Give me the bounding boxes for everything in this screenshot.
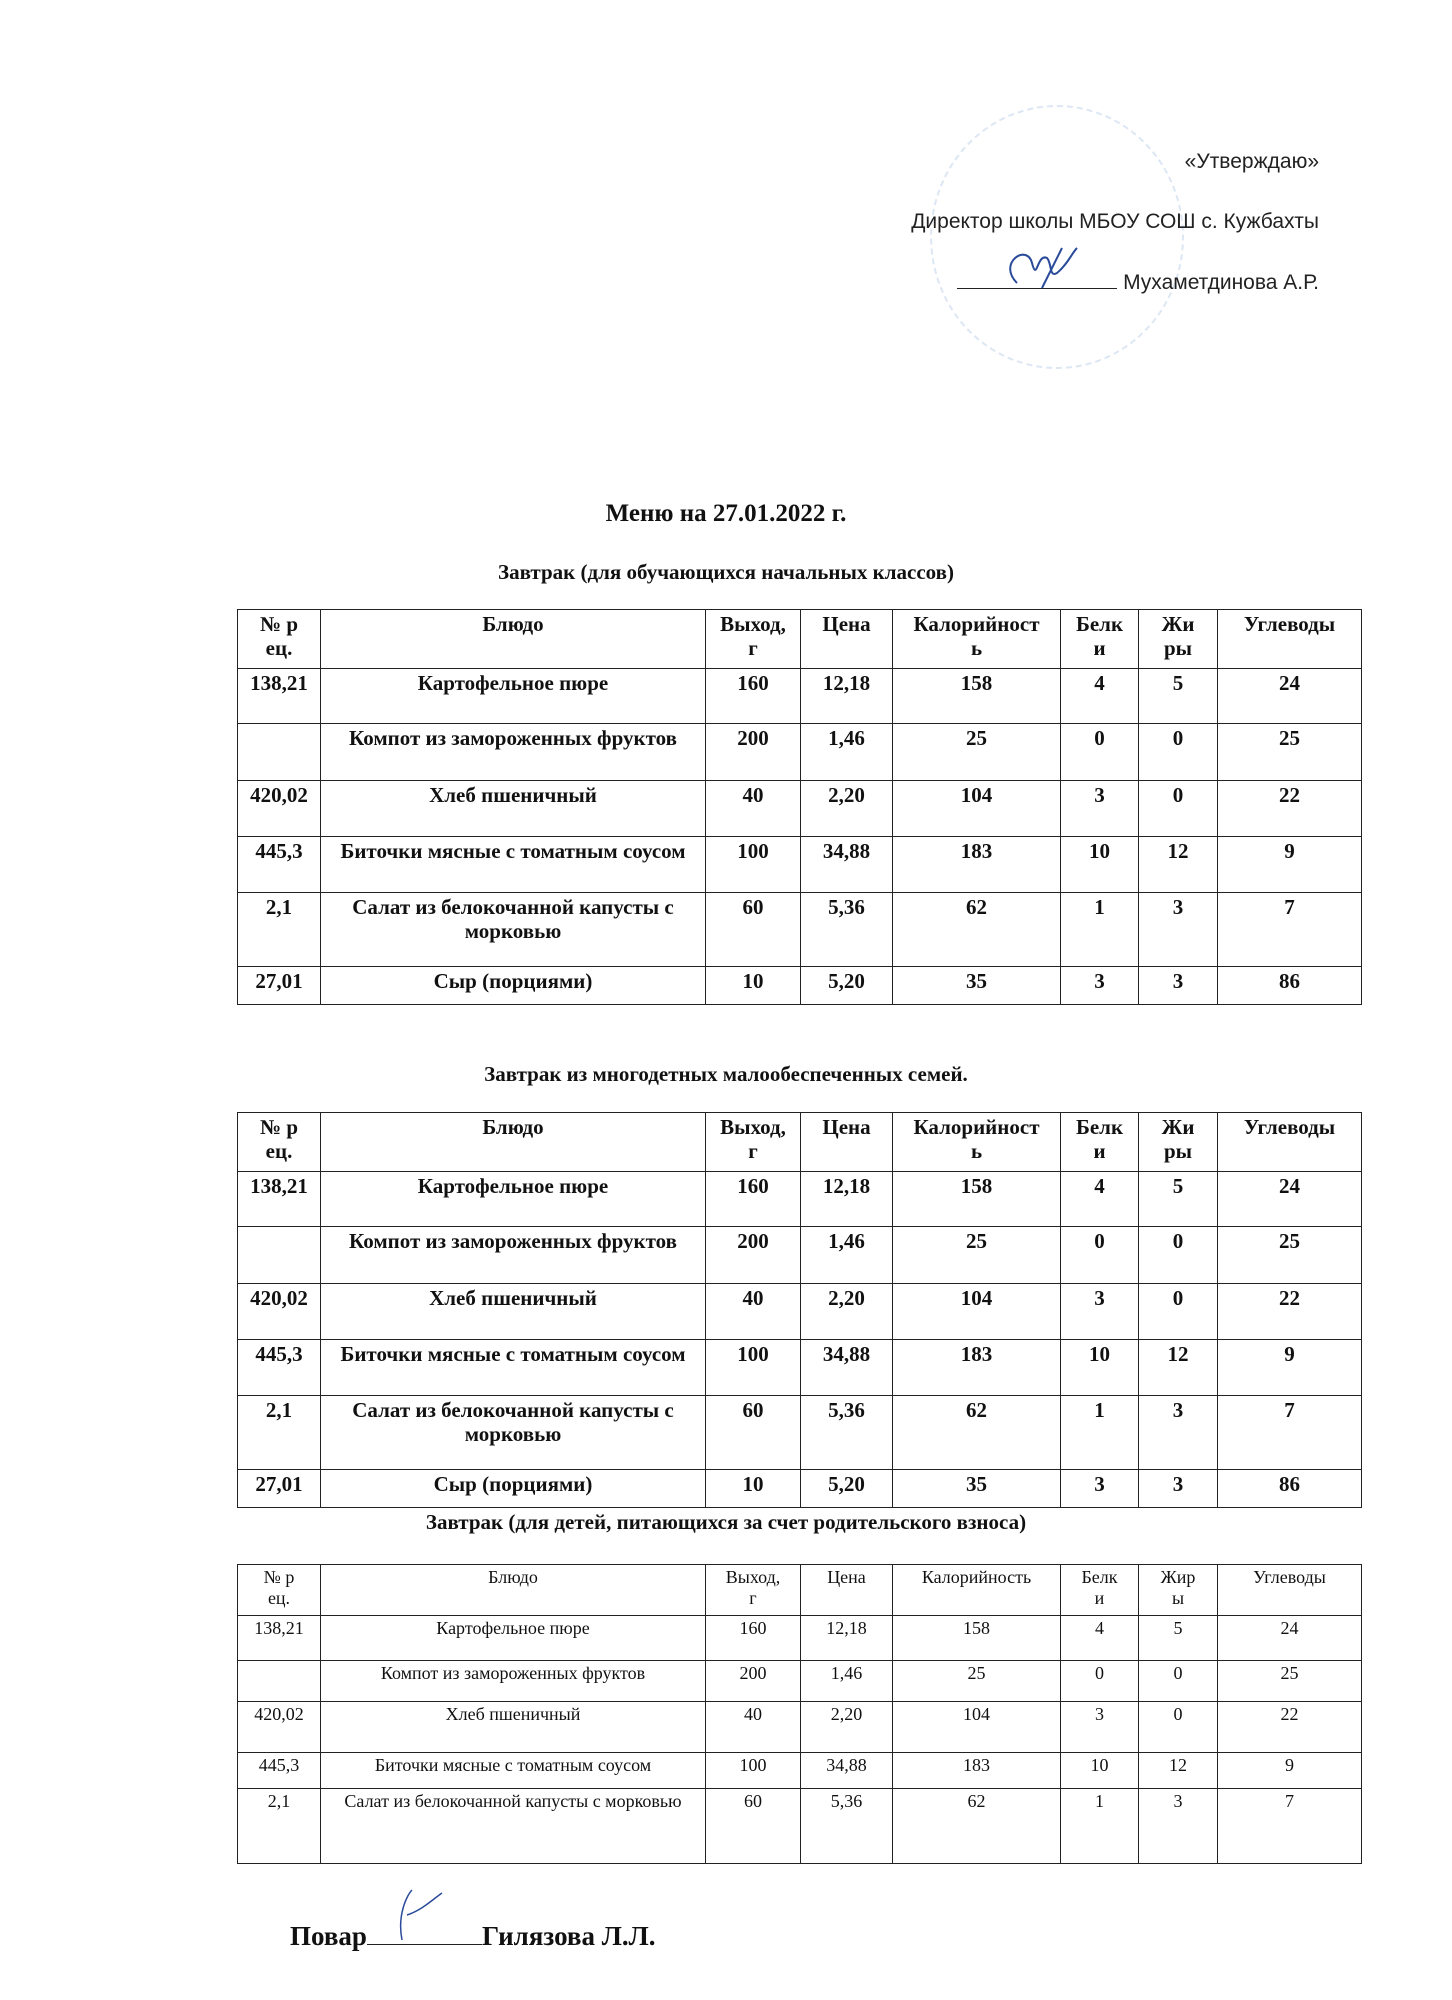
table-row	[238, 1396, 1362, 1470]
cell-price: 12,18	[801, 1172, 893, 1227]
cell-recipe-number	[238, 1227, 321, 1284]
cell-carbs: 9	[1218, 837, 1362, 893]
cell-carbs: 25	[1218, 724, 1362, 781]
cell-proteins: 3	[1061, 781, 1139, 837]
cell-recipe-number	[238, 724, 321, 781]
cell-proteins: 0	[1061, 1661, 1139, 1702]
column-header-label: Жиры	[1160, 1567, 1196, 1608]
cell-price: 5,36	[801, 893, 893, 967]
cell-calories: 35	[893, 1470, 1061, 1508]
cell-yield: 100	[706, 1340, 801, 1396]
column-header-carbs	[1218, 610, 1362, 669]
cell-calories: 104	[893, 1702, 1061, 1753]
cell-price: 34,88	[801, 837, 893, 893]
cell-fats: 12	[1139, 1340, 1218, 1396]
table-row	[238, 724, 1362, 781]
cell-calories: 104	[893, 781, 1061, 837]
cell-dish: Компот из замороженных фруктов	[321, 1661, 706, 1702]
cell-proteins: 0	[1061, 724, 1139, 781]
director-name: Мухаметдинова А.Р.	[1123, 271, 1319, 294]
cook-label: Повар	[290, 1921, 367, 1951]
cell-price: 1,46	[801, 1227, 893, 1284]
cell-proteins: 10	[1061, 1753, 1139, 1789]
column-header-label: Цена	[822, 1115, 871, 1139]
column-header-label: Жиры	[1161, 1115, 1195, 1164]
column-header-proteins	[1061, 610, 1139, 669]
column-header-calories	[893, 1565, 1061, 1616]
cell-calories: 158	[893, 1172, 1061, 1227]
column-header-label: Выход, г	[720, 1115, 786, 1164]
cell-yield: 40	[706, 1702, 801, 1753]
cell-calories: 25	[893, 1661, 1061, 1702]
menu-table-1	[237, 609, 1362, 1005]
cell-recipe-number: 2,1	[238, 893, 321, 967]
cell-proteins: 1	[1061, 1396, 1139, 1470]
cell-yield: 160	[706, 1616, 801, 1661]
cell-yield: 60	[706, 1789, 801, 1864]
column-header-recipe-number	[238, 1113, 321, 1172]
table-row	[238, 1284, 1362, 1340]
column-header-proteins	[1061, 1113, 1139, 1172]
column-header-dish	[321, 1113, 706, 1172]
table-row	[238, 1227, 1362, 1284]
table-row	[238, 1789, 1362, 1864]
column-header-dish	[321, 1565, 706, 1616]
cell-carbs: 86	[1218, 967, 1362, 1005]
cell-calories: 62	[893, 1789, 1061, 1864]
signature-scribble-icon	[387, 1885, 467, 1945]
cell-price: 2,20	[801, 781, 893, 837]
cell-calories: 158	[893, 1616, 1061, 1661]
table-row	[238, 1172, 1362, 1227]
cell-proteins: 3	[1061, 967, 1139, 1005]
section-title-1: Завтрак (для обучающихся начальных классов)	[497, 560, 954, 584]
cell-recipe-number: 445,3	[238, 1753, 321, 1789]
cell-dish: Картофельное пюре	[321, 669, 706, 724]
cell-recipe-number: 445,3	[238, 837, 321, 893]
cell-price: 34,88	[801, 1340, 893, 1396]
cell-proteins: 1	[1061, 1789, 1139, 1864]
table-row	[238, 893, 1362, 967]
cell-fats: 5	[1139, 1616, 1218, 1661]
cell-yield: 160	[706, 669, 801, 724]
cell-carbs: 22	[1218, 781, 1362, 837]
cell-price: 1,46	[801, 1661, 893, 1702]
cell-dish: Салат из белокочанной капусты с морковью	[321, 1789, 706, 1864]
cell-dish: Сыр (порциями)	[321, 1470, 706, 1508]
cell-dish: Биточки мясные с томатным соусом	[321, 1753, 706, 1789]
cell-carbs: 86	[1218, 1470, 1362, 1508]
column-header-fats	[1139, 1113, 1218, 1172]
table-header-row	[238, 1565, 1362, 1616]
table-row	[238, 967, 1362, 1005]
menu-table-3	[237, 1564, 1362, 1864]
cook-signature	[367, 1920, 482, 1945]
cell-carbs: 25	[1218, 1227, 1362, 1284]
cell-fats: 3	[1139, 1789, 1218, 1864]
cell-price: 5,20	[801, 1470, 893, 1508]
cell-yield: 10	[706, 967, 801, 1005]
column-header-label: Углеводы	[1243, 1115, 1336, 1139]
column-header-fats	[1139, 610, 1218, 669]
cell-dish: Биточки мясные с томатным соусом	[321, 837, 706, 893]
table-row	[238, 1616, 1362, 1661]
table-row	[238, 1470, 1362, 1508]
cell-carbs: 7	[1218, 1789, 1362, 1864]
column-header-yield	[706, 1565, 801, 1616]
cell-dish: Картофельное пюре	[321, 1616, 706, 1661]
cell-price: 5,20	[801, 967, 893, 1005]
cell-carbs: 25	[1218, 1661, 1362, 1702]
column-header-label: № рец.	[259, 612, 299, 661]
cell-recipe-number: 138,21	[238, 669, 321, 724]
cell-price: 12,18	[801, 669, 893, 724]
column-header-label: Блюдо	[488, 1567, 538, 1587]
column-header-label: Выход, г	[725, 1567, 781, 1608]
table-header-row	[238, 1113, 1362, 1172]
column-header-proteins	[1061, 1565, 1139, 1616]
cell-recipe-number: 420,02	[238, 781, 321, 837]
signature-scribble-icon	[987, 243, 1147, 293]
cell-fats: 0	[1139, 1227, 1218, 1284]
cell-proteins: 4	[1061, 1616, 1139, 1661]
column-header-label: № рец.	[263, 1567, 295, 1608]
cell-carbs: 22	[1218, 1284, 1362, 1340]
cell-dish: Хлеб пшеничный	[321, 1702, 706, 1753]
column-header-carbs	[1218, 1565, 1362, 1616]
cell-price: 34,88	[801, 1753, 893, 1789]
cell-recipe-number: 2,1	[238, 1789, 321, 1864]
cell-fats: 5	[1139, 1172, 1218, 1227]
table-row	[238, 1702, 1362, 1753]
cell-proteins: 1	[1061, 893, 1139, 967]
cell-price: 2,20	[801, 1284, 893, 1340]
table-row	[238, 1661, 1362, 1702]
cell-dish: Компот из замороженных фруктов	[321, 724, 706, 781]
cell-recipe-number: 138,21	[238, 1616, 321, 1661]
cell-price: 5,36	[801, 1789, 893, 1864]
cell-dish: Салат из белокочанной капусты с морковью	[321, 893, 706, 967]
cell-calories: 104	[893, 1284, 1061, 1340]
column-header-price	[801, 1565, 893, 1616]
cell-calories: 62	[893, 893, 1061, 967]
cell-fats: 0	[1139, 724, 1218, 781]
cell-yield: 200	[706, 724, 801, 781]
cell-calories: 158	[893, 669, 1061, 724]
cell-calories: 183	[893, 1753, 1061, 1789]
column-header-label: Белки	[1075, 612, 1124, 661]
column-header-label: Калорийность	[913, 612, 1040, 661]
column-header-label: Белки	[1075, 1115, 1124, 1164]
cell-calories: 183	[893, 837, 1061, 893]
column-header-label: Калорийность	[921, 1567, 1032, 1587]
cell-proteins: 3	[1061, 1702, 1139, 1753]
cell-calories: 183	[893, 1340, 1061, 1396]
cell-yield: 60	[706, 893, 801, 967]
cell-dish: Хлеб пшеничный	[321, 1284, 706, 1340]
column-header-price	[801, 610, 893, 669]
table-row	[238, 669, 1362, 724]
cell-calories: 25	[893, 724, 1061, 781]
cell-proteins: 3	[1061, 1470, 1139, 1508]
cell-yield: 40	[706, 1284, 801, 1340]
cook-name: Гилязова Л.Л.	[481, 1921, 656, 1951]
cell-fats: 3	[1139, 1470, 1218, 1508]
section-title-2: Завтрак из многодетных малообеспеченных семей.	[484, 1062, 968, 1086]
cell-calories: 62	[893, 1396, 1061, 1470]
column-header-label: Жиры	[1161, 612, 1195, 661]
cell-proteins: 10	[1061, 837, 1139, 893]
column-header-fats	[1139, 1565, 1218, 1616]
cell-yield: 60	[706, 1396, 801, 1470]
cell-carbs: 9	[1218, 1753, 1362, 1789]
stamp-seal	[930, 105, 1184, 369]
cell-fats: 12	[1139, 837, 1218, 893]
cell-dish: Биточки мясные с томатным соусом	[321, 1340, 706, 1396]
cell-fats: 3	[1139, 967, 1218, 1005]
cell-carbs: 7	[1218, 1396, 1362, 1470]
column-header-label: № рец.	[259, 1115, 299, 1164]
cell-fats: 12	[1139, 1753, 1218, 1789]
approval-title: «Утверждаю»	[1184, 150, 1319, 173]
cell-carbs: 9	[1218, 1340, 1362, 1396]
table-header-row	[238, 610, 1362, 669]
cell-recipe-number: 420,02	[238, 1702, 321, 1753]
cell-proteins: 4	[1061, 1172, 1139, 1227]
cell-fats: 5	[1139, 669, 1218, 724]
column-header-yield	[706, 1113, 801, 1172]
cell-proteins: 3	[1061, 1284, 1139, 1340]
column-header-price	[801, 1113, 893, 1172]
approval-position: Директор школы МБОУ СОШ с. Кужбахты	[911, 210, 1319, 233]
cell-price: 5,36	[801, 1396, 893, 1470]
cell-yield: 100	[706, 837, 801, 893]
column-header-label: Блюдо	[482, 612, 544, 636]
column-header-dish	[321, 610, 706, 669]
approval-signature-line	[957, 268, 1319, 295]
column-header-label: Выход, г	[720, 612, 786, 661]
column-header-yield	[706, 610, 801, 669]
column-header-label: Углеводы	[1253, 1567, 1326, 1587]
cell-carbs: 24	[1218, 1172, 1362, 1227]
column-header-recipe-number	[238, 1565, 321, 1616]
column-header-label: Цена	[822, 612, 871, 636]
cell-fats: 0	[1139, 1702, 1218, 1753]
cell-recipe-number: 420,02	[238, 1284, 321, 1340]
cell-price: 12,18	[801, 1616, 893, 1661]
menu-title: Меню на 27.01.2022 г.	[605, 500, 847, 527]
column-header-label: Блюдо	[482, 1115, 544, 1139]
cell-fats: 0	[1139, 1284, 1218, 1340]
cell-fats: 3	[1139, 893, 1218, 967]
cell-recipe-number: 27,01	[238, 1470, 321, 1508]
menu-table-2	[237, 1112, 1362, 1508]
cell-recipe-number: 27,01	[238, 967, 321, 1005]
cell-fats: 3	[1139, 1396, 1218, 1470]
cell-yield: 40	[706, 781, 801, 837]
cell-calories: 35	[893, 967, 1061, 1005]
cell-dish: Хлеб пшеничный	[321, 781, 706, 837]
table-row	[238, 837, 1362, 893]
cell-recipe-number: 2,1	[238, 1396, 321, 1470]
table-row	[238, 1340, 1362, 1396]
director-signature	[957, 268, 1117, 289]
cell-fats: 0	[1139, 1661, 1218, 1702]
cell-carbs: 24	[1218, 1616, 1362, 1661]
section-title-3: Завтрак (для детей, питающихся за счет родительского взноса)	[425, 1510, 1027, 1534]
cell-carbs: 24	[1218, 669, 1362, 724]
column-header-label: Калорийность	[913, 1115, 1040, 1164]
cell-fats: 0	[1139, 781, 1218, 837]
column-header-label: Цена	[827, 1567, 866, 1587]
cell-recipe-number	[238, 1661, 321, 1702]
cell-price: 2,20	[801, 1702, 893, 1753]
column-header-calories	[893, 1113, 1061, 1172]
cell-dish: Сыр (порциями)	[321, 967, 706, 1005]
cook-signature-block	[290, 1920, 656, 1952]
cell-price: 1,46	[801, 724, 893, 781]
column-header-carbs	[1218, 1113, 1362, 1172]
cell-yield: 160	[706, 1172, 801, 1227]
cell-recipe-number: 445,3	[238, 1340, 321, 1396]
cell-proteins: 0	[1061, 1227, 1139, 1284]
cell-proteins: 10	[1061, 1340, 1139, 1396]
column-header-recipe-number	[238, 610, 321, 669]
cell-dish: Компот из замороженных фруктов	[321, 1227, 706, 1284]
column-header-label: Углеводы	[1243, 612, 1336, 636]
table-row	[238, 1753, 1362, 1789]
column-header-label: Белки	[1081, 1567, 1118, 1608]
cell-carbs: 22	[1218, 1702, 1362, 1753]
cell-proteins: 4	[1061, 669, 1139, 724]
cell-yield: 200	[706, 1661, 801, 1702]
cell-yield: 10	[706, 1470, 801, 1508]
cell-carbs: 7	[1218, 893, 1362, 967]
cell-yield: 200	[706, 1227, 801, 1284]
cell-yield: 100	[706, 1753, 801, 1789]
column-header-calories	[893, 610, 1061, 669]
cell-recipe-number: 138,21	[238, 1172, 321, 1227]
table-row	[238, 781, 1362, 837]
cell-dish: Картофельное пюре	[321, 1172, 706, 1227]
cell-calories: 25	[893, 1227, 1061, 1284]
cell-dish: Салат из белокочанной капусты с морковью	[321, 1396, 706, 1470]
